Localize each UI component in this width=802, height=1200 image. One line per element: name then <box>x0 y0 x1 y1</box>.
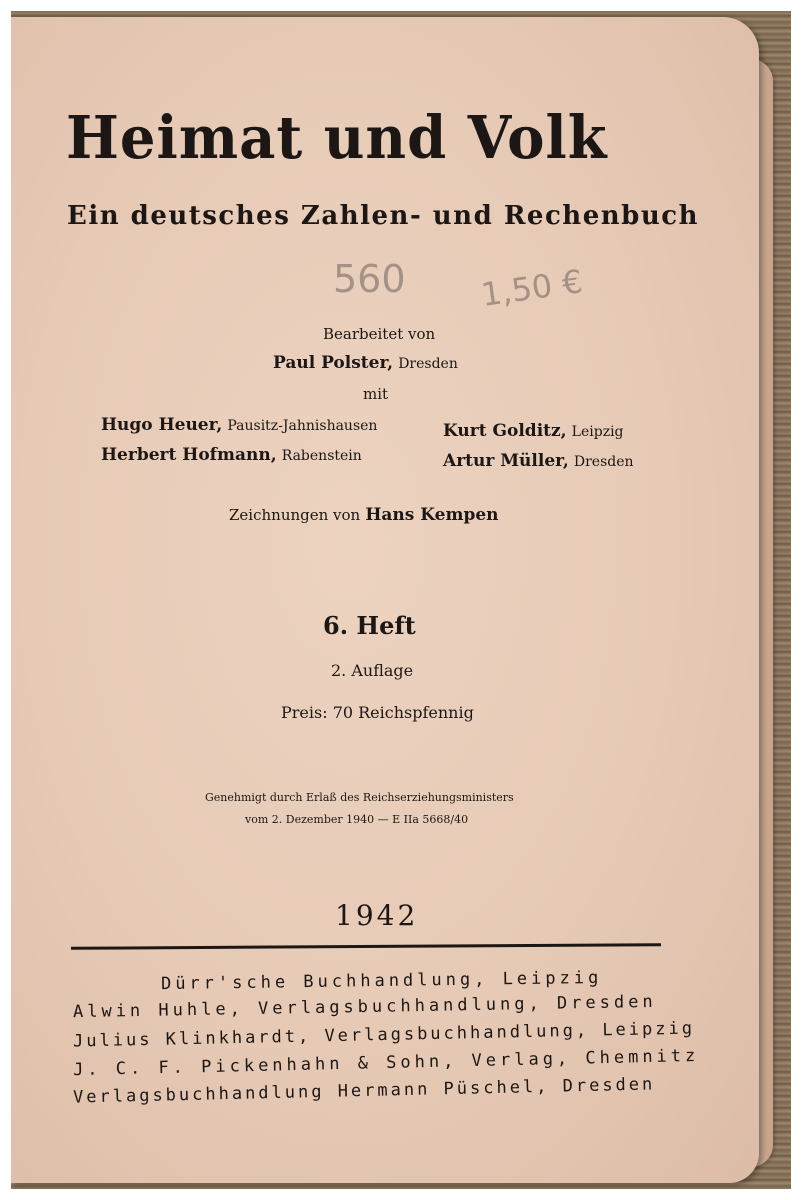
lead-author-city: Dresden <box>398 356 458 372</box>
publisher-line-1: Dürr'sche Buchhandlung, Leipzig <box>160 967 603 995</box>
with-label: mit <box>363 385 389 403</box>
pencil-note-right: 1,50 € <box>478 262 585 314</box>
divider-line <box>71 943 661 950</box>
photo-frame <box>11 11 791 1189</box>
coauthor-name: Kurt Golditz, <box>443 421 567 441</box>
drawings-prefix: Zeichnungen von <box>229 506 361 524</box>
title-page <box>11 17 759 1183</box>
coauthor-name: Hugo Heuer, <box>101 415 223 435</box>
coauthor-city: Pausitz-Jahnishausen <box>227 418 378 434</box>
coauthor-city: Leipzig <box>571 424 624 440</box>
lead-author-name: Paul Polster, <box>273 353 394 373</box>
coauthor-4 <box>443 451 634 471</box>
lead-author <box>273 353 458 373</box>
coauthor-2 <box>443 421 624 441</box>
edited-by-label: Bearbeitet von <box>323 325 436 343</box>
illustrator-name: Hans Kempen <box>365 505 499 525</box>
drawings-credit <box>229 505 499 525</box>
issue-number: 6. Heft <box>323 611 416 640</box>
approval-line-1: Genehmigt durch Erlaß des Reichserziehungsministers <box>205 791 514 804</box>
publisher-line-2: Alwin Huhle, Verlagsbuchhandlung, Dresden <box>72 991 657 1023</box>
coauthor-3 <box>101 445 362 465</box>
coauthor-1 <box>101 415 377 435</box>
publisher-line-4: J. C. F. Pickenhahn & Sohn, Verlag, Chemnitz <box>72 1045 700 1081</box>
pencil-note-left: 560 <box>333 257 406 301</box>
coauthor-city: Dresden <box>573 454 634 470</box>
book-title: Heimat und Volk <box>66 103 608 173</box>
publisher-line-5: Verlagsbuchhandlung Hermann Püschel, Dresden <box>72 1074 656 1108</box>
coauthor-name: Herbert Hofmann, <box>101 445 277 465</box>
approval-line-2: vom 2. Dezember 1940 — E IIa 5668/40 <box>245 813 469 826</box>
publication-year: 1942 <box>335 899 419 932</box>
book-subtitle: Ein deutsches Zahlen- und Rechenbuch <box>67 201 699 231</box>
printing-number: 2. Auflage <box>331 661 414 680</box>
coauthor-city: Rabenstein <box>281 448 362 464</box>
coauthor-name: Artur Müller, <box>443 451 569 471</box>
price: Preis: 70 Reichspfennig <box>281 703 474 722</box>
publisher-line-3: Julius Klinkhardt, Verlagsbuchhandlung, Leipzig <box>72 1018 696 1052</box>
